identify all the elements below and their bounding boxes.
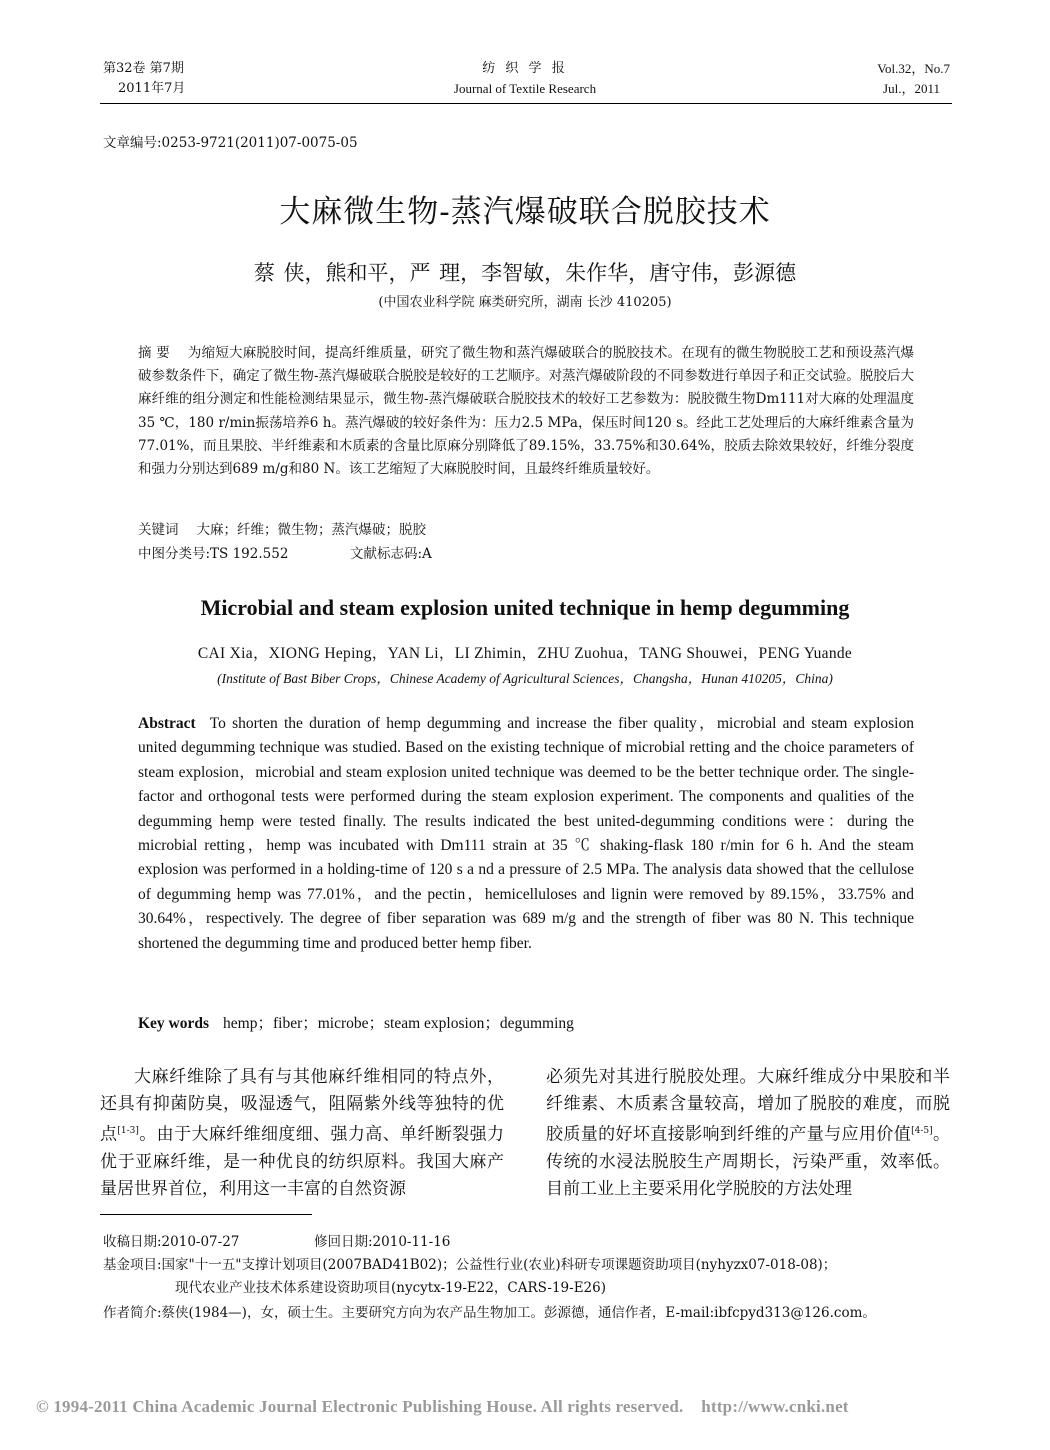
abstract-en-text: To shorten the duration of hemp degumming and increase the fiber quality，microbial and steam explosion united degumming technique was studied. Based on the existing technique of microbial retting and the choice parameters of steam explosion，microbial and steam explosion united technique was deemed to be the better technique order. The single-factor and orthogonal tests were performed during the steam explosion experiment. The components and qualities of the degumming hemp were tested finally. The results indicated the best united-degumming conditions were：during the microbial retting，hemp was incubated with Dm111 strain at 35 ℃ shaking-flask 180 r/min for 6 h. And the steam explosion was performed in a holding-time of 120 s a nd a pressure of 2.5 MPa. The analysis data showed that the cellulose of degumming hemp was 77.01%，and the pectin，hemicelluloses and lignin were removed by 89.15%，33.75% and 30.64%，respectively. The degree of fiber separation was 689 m/g and the strength of fiber was 80 N. This technique shortened the degumming time and produced better hemp fiber.	[138, 715, 914, 952]
citation-ref: [1-3]	[117, 1126, 139, 1137]
keywords-cn-text: 大麻；纤维；微生物；蒸汽爆破；脱胶	[196, 522, 426, 538]
header-rule	[100, 103, 952, 104]
doc-code: 文献标志码:A	[350, 546, 432, 562]
header-journal-cn: 纺 织 学 报	[482, 61, 568, 76]
footnote-rule	[100, 1214, 312, 1215]
author-bio: 作者简介:蔡侠(1984—)，女，硕士生。主要研究方向为农产品生物加工。彭源德，通信作者，E-mail:ibfcpyd313@126.com。	[103, 1305, 876, 1321]
clc-number: 中图分类号:TS 192.552	[138, 546, 289, 562]
header-date-en: Jul.，2011	[883, 81, 940, 96]
body-left-p1: 大麻纤维除了具有与其他麻纤维相同的特点外，还具有抑菌防臭，吸湿透气，阻隔紫外线等独特的优点	[100, 1067, 504, 1146]
body-left-column	[100, 1064, 504, 1204]
body-right-p1: 必须先对其进行脱胶处理。大麻纤维成分中果胶和半纤维素、木质素含量较高，增加了脱胶的难度，而脱胶质量的好坏直接影响到纤维的产量与应用价值	[546, 1067, 950, 1146]
affiliation-cn: (中国农业科学院 麻类研究所，湖南 长沙 410205)	[378, 295, 672, 310]
header-volume-en: Vol.32，No.7	[877, 61, 950, 76]
article-id: 文章编号:0253-9721(2011)07-0075-05	[103, 135, 358, 151]
received-date: 收稿日期:2010-07-27	[103, 1234, 240, 1250]
abstract-en	[138, 712, 914, 956]
abstract-cn-text: 为缩短大麻脱胶时间，提高纤维质量，研究了微生物和蒸汽爆破联合的脱胶技术。在现有的微生物脱胶工艺和预设蒸汽爆破参数条件下，确定了微生物-蒸汽爆破联合脱胶是较好的工艺顺序。对蒸汽爆破阶段的不同参数进行单因子和正交试验。脱胶后大麻纤维的组分测定和性能检测结果显示，微生物-蒸汽爆破联合脱胶技术的较好工艺参数为：脱胶微生物Dm111对大麻的处理温度35 ℃，180 r/min振荡培养6 h。蒸汽爆破的较好条件为：压力2.5 MPa，保压时间120 s。经此工艺处理后的大麻纤维素含量为77.01%，而且果胶、半纤维素和木质素的含量比原麻分别降低了89.15%，33.75%和30.64%，胶质去除效果较好，纤维分裂度和强力分别达到689 m/g和80 N。该工艺缩短了大麻脱胶时间，且最终纤维质量较好。	[138, 345, 914, 478]
abstract-cn	[138, 342, 914, 481]
keywords-en-label: Key words	[138, 1015, 210, 1032]
abstract-cn-label: 摘 要	[138, 345, 170, 361]
citation-ref: [4-5]	[911, 1126, 933, 1137]
keywords-en-text: hemp；fiber；microbe；steam explosion；degumming	[223, 1015, 574, 1032]
fund-line-2: 现代农业产业技术体系建设资助项目(nycytx-19-E22，CARS-19-E26)	[175, 1280, 606, 1296]
title-cn: 大麻微生物-蒸汽爆破联合脱胶技术	[279, 194, 771, 230]
keywords-cn-label: 关键词	[138, 522, 179, 538]
affiliation-en: (Institute of Bast Biber Crops，Chinese Academy of Agricultural Sciences，Changsha，Hunan 410205，China)	[217, 671, 833, 686]
revised-date: 修回日期:2010-11-16	[314, 1234, 451, 1250]
body-right-p2: 。传统的水浸法脱胶生产周期长，污染严重，效率低。目前工业上主要采用化学脱胶的方法处理	[546, 1125, 951, 1200]
header-date: 2011年7月	[118, 81, 186, 96]
authors-en: CAI Xia，XIONG Heping，YAN Li，LI Zhimin，ZHU Zuohua，TANG Shouwei，PENG Yuande	[197, 645, 853, 662]
body-left-p2: 。由于大麻纤维细度细、强力高、单纤断裂强力优于亚麻纤维，是一种优良的纺织原料。我国大麻产量居世界首位，利用这一丰富的自然资源	[100, 1125, 505, 1200]
title-en: Microbial and steam explosion united technique in hemp degumming	[200, 595, 850, 620]
header-volume: 第32卷 第7期	[103, 61, 184, 76]
keywords-cn	[138, 518, 426, 538]
copyright-footer: © 1994-2011 China Academic Journal Electronic Publishing House. All rights reserved. http://www.cnki.net	[36, 1397, 849, 1416]
authors-cn: 蔡 侠，熊和平，严 理，李智敏，朱作华，唐守伟，彭源德	[253, 261, 797, 285]
body-right-column	[546, 1064, 950, 1204]
keywords-en	[138, 1011, 574, 1033]
abstract-en-label: Abstract	[138, 715, 196, 732]
fund-line-1: 基金项目:国家"十一五"支撑计划项目(2007BAD41B02)；公益性行业(农业)科研专项课题资助项目(nyhyzx07-018-08)；	[103, 1257, 837, 1273]
header-journal-en: Journal of Textile Research	[453, 81, 597, 96]
